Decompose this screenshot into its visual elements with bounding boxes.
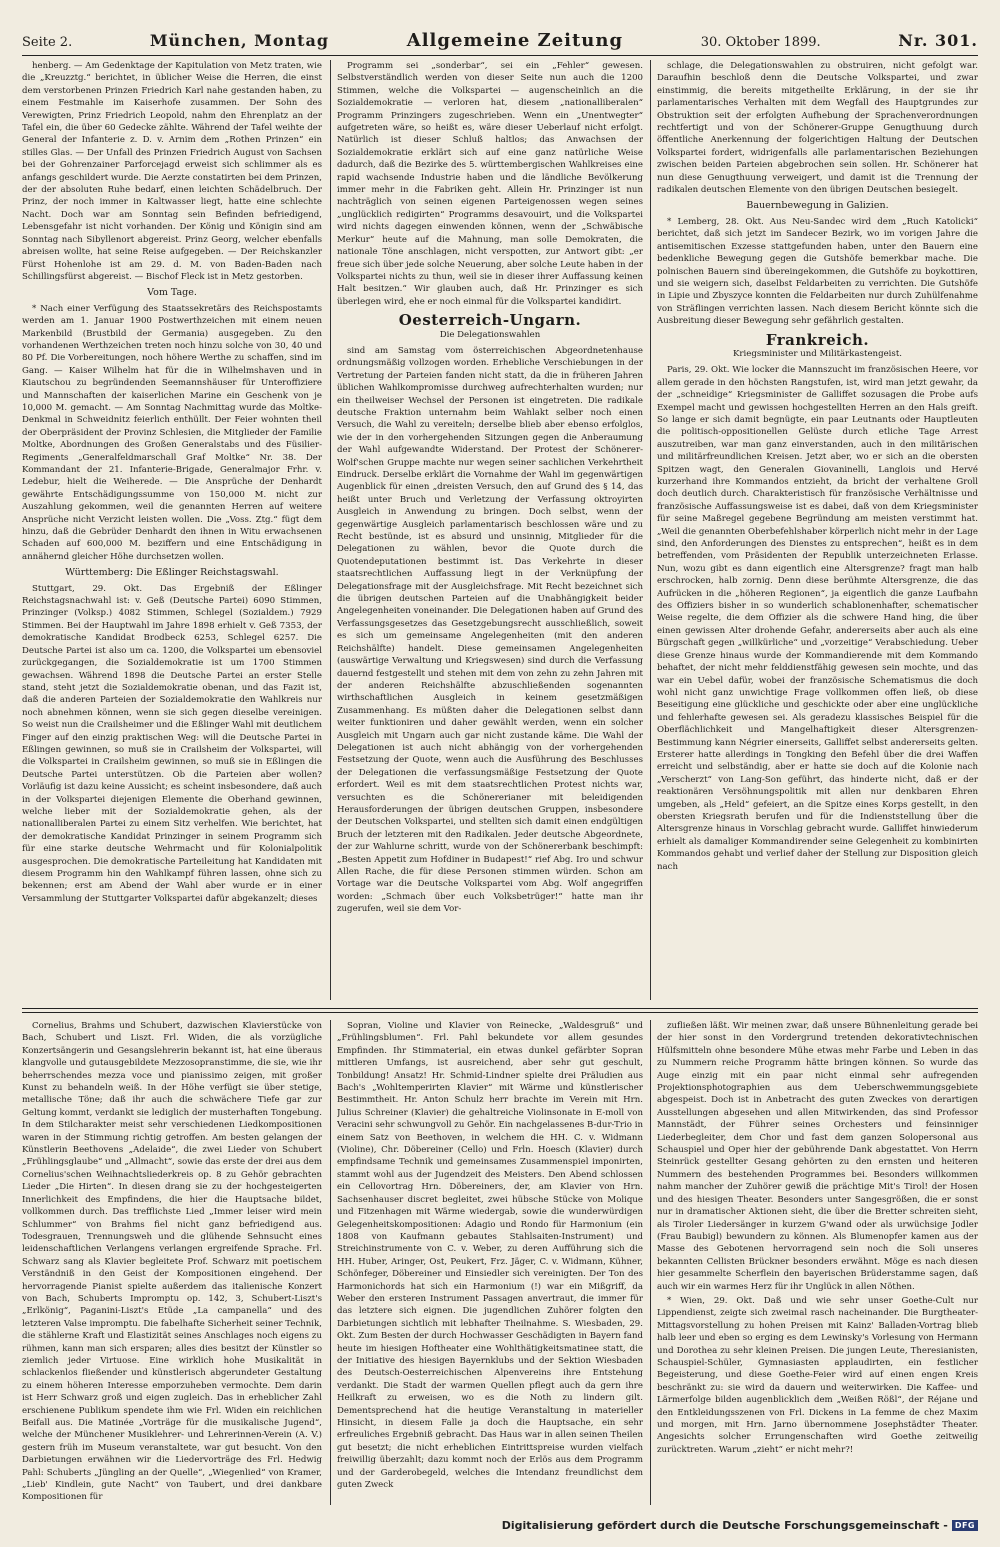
issue-number: Nr. 301. [898,31,978,50]
heading-oesterreich: Oesterreich-Ungarn. [398,311,582,330]
article-programm: Programm sei „sonderbar“, sei ein „Fehler“ gewesen. Selbstverständlich werden von dieser Seite nun auch die 1200 Stimmen, welche die Volkspartei — augenscheinlich an die Sozialdemokratie — verloren hat, diesem „nationalliberalen“ Programm Prinzingers zugeschrieben. Wenn ein „Unentwegter“ aufgetreten wäre, so heißt es, wäre dieser Ueberlauf nicht erfolgt. Natürlich ist dieser Schluß haltlos; das Anwachsen der Sozialdemokratie erklärt sich auf eine ganz natürliche Weise dadurch, daß die Bezirke des 5. württembergischen Wahlkreises eine rapid wachsende Industrie haben und die ländliche Bevölkerung immer mehr in die Fabriken geht. Allein Hr. Prinzinger ist nun nachträglich von seinen eigenen Parteigenossen wegen seines „unglücklich redigirten“ Programms desavouirt, und die Volkspartei wird nichts dagegen einwenden können, wenn der „Schwäbische Merkur“ heute auf die Mahnung, man solle Demokraten, die nationale Töne anschlagen, nicht verspotten, zur Antwort gibt: „er freue sich über jede solche Neuerung, aber solche Leute haben in der Volkspartei nichts zu thun, weil sie in dieser ihrer Auffassung keinen Halt besitzen.“ Wir glauben auch, daß Hr. Prinzinger es sich überlegen wird, ehe er noch einmal für die Volkspartei kandidirt. [337,61,643,307]
bottom-column-3 [657,1020,978,1505]
article-wien: * Wien, 29. Okt. Daß und wie sehr unser Goethe-Cult nur Lippendienst, zeigte sich zweimal rasch nacheinander. Die Burgtheater-Mittagsvorstellung zu hohen Preisen mit Kainz' Balladen-Vortrag blieb halb leer und eben so erging es dem Lewinsky's Vorlesung von Hermann und Dorothea zu sehr kleinen Preisen. Die jungen Leute, Theresianisten, Schauspiel-Schüler, Gymnasiasten applaudirten, ein festlicher Begeisterung, und diese Goethe-Feier wird auf einen engen Kreis beschränkt zu: sie wird da dauern und weiterwirken. Die Kaffee- und Lärmerfolge bilden augenblicklich dem „Weißen Rößl“, der Réjane und den Entkleidungsszenen von Frl. Dickens in La femme de chez Maxim und morgen, mit Hrn. Jarno übernommene Josephstädter Theater. Angesichts solcher Errungenschaften wird Goethe zeitweilig zurücktreten. Warum „zieht“ er nicht mehr?! [657,1295,978,1455]
heading-delegationswahlen: Die Delegationswahlen [439,329,541,340]
header-rule [22,55,978,56]
place-day: München, Montag [149,31,330,50]
article-wiesbaden-cont: zufließen läßt. Wir meinen zwar, daß unsere Bühnenleitung gerade bei der hier sonst in den Vordergrund tretenden dekorativtechnischen Hülfsmitteln ohne besondere Mühe etwas mehr Farbe und Leben in das zu Nummern reiche Programm hätte bringen können. So wurde das Auge einzig mit ein paar nicht einmal sehr aufregenden Projektionsphotographien aus dem Ueberschwemmungsgebiete abgespeist. Doch ist in Anbetracht des guten Zweckes von derartigen Ausstellungen abgesehen und allen Mitwirkenden, das sind Professor Mannstädt, der Führer seines Orchesters und feinsinniger Liederbegleiter, dem Chor und fast dem ganzen Solopersonal aus Schauspiel und Oper hier der gebührende Dank abgestattet. Von Herrn Steinrück gestellter Gesang gehörten zu den ernsten und heiteren Nummern des bestehenden Programmes bei. Besonders willkommen nahm mancher der Zuhörer gewiß die prächtige Mit's Tirol! der Hosen und des hiesigen Theater. Besonders unter Sangesgrößen, die er sonst nur in dramatischer Aktionen sieht, die über die Bretter schreiten sieht, als Tiroler Liedersänger in kurzem G'wand oder als urwüchsige Jodler (Frau Baubigl) bewundern zu können. Als Blumenopfer kamen aus der Masse des Gebotenen hervorragend sein noch die Soli unseres bekannten Cellisten Brückner besonders erwähnt. Möge es nach diesen hier gesammelte Scherflein den bayerischen Brüderstamme sagen, daß auch wir ein warmes Herz für ihr Unglück in allen Nöthen. [657,1021,978,1292]
article-lemberg: * Lemberg, 28. Okt. Aus Neu-Sandec wird dem „Ruch Katolicki“ berichtet, daß sich jetzt im Sandecer Bezirk, wo im vorigen Jahre die antisemitischen Exzesse stattgefunden haben, unter den Bauern eine bedenkliche Bewegung gegen die Gutshöfe bemerkbar mache. Die polnischen Bauern sind übereingekommen, die Gutshöfe zu boykottiren, und sie weigern sich, daselbst Feldarbeiten zu verrichten. Die Gutshöfe in Lipie und Zbyszyce konnten die Feldarbeiten nur durch Zuhülfenahme von Sträflingen verrichten lassen. Nach diesem Bericht könnte sich die Ausbreitung dieser Bewegung sehr gefährlich gestalten. [657,216,978,327]
article-vom-tage: * Nach einer Verfügung des Staatssekretärs des Reichspostamts werden am 1. Januar 1900 Postwerthzeichen mit einem neuen Markenbild (Brustbild der Germania) ausgegeben. Zu den vorhandenen Werthzeichen treten noch hinzu solche von 30, 40 und 80 Pf. Die Vorbereitungen, noch höhere Werthe zu schaffen, sind im Gang. — Kaiser Wilhelm hat für die in Wilhelmshaven und in Kiautschou zu begründenden Seemannshäuser für Unteroffiziere und Mannschaften der kaiserlichen Marine ein Geschenk von je 10,000 M. gemacht. — Am Sonntag Nachmittag wurde das Moltke-Denkmal in Schweidnitz feierlich enthüllt. Der Feier wohnten theil der Oberpräsident der Provinz Schlesien, die Mitglieder der Familie Moltke, Abordnungen des Großen Generalstabs und des Füsilier-Regiments „Generalfeldmarschall Graf Moltke“ Nr. 38. Der Kommandant der 21. Infanterie-Brigade, Generalmajor Frhr. v. Ledebur, hielt die Weiherede. — Die Ansprüche der Denhardt gewährte Entschädigungssumme von 150,000 M. nicht zur Auszahlung gekommen, weil die genannten Herren auf weitere Ansprüche nicht Verzicht leisten wollen. Die „Voss. Ztg.“ fügt dem hinzu, daß die Gebrüder Denhardt den ihnen in Witu erwachsenen Schaden auf 600,000 M. beziffern und eine Entschädigung in annähernd gleicher Höhe durchsetzen wollen. [22,303,322,562]
column-divider [650,60,651,1000]
heading-vom-tage: Vom Tage. [147,287,197,299]
article-wiesbaden: Sopran, Violine und Klavier von Reinecke, „Waldesgruß“ und „Frühlingsblumen“. Frl. Pahl bekundete vor allem gesundes Empfinden. Ihr Stimmaterial, ein etwas dunkel gefärbter Sopran mittleren Umfangs, ist ausreichend, aber sehr gut geschult, Tonbildung! Ansatz! Hr. Schmid-Lindner spielte drei Präludien aus Bach's „Wohltemperirten Klavier“ mit Wärme und künstlerischer Bestimmtheit. Hr. Anton Schulz herr brachte im Verein mit Hrn. Julius Schreiner (Klavier) die gehaltreiche Violinsonate in E-moll von Veracini sehr schwungvoll zu Gehör. Ein nachgelassenes B-dur-Trio in einem Satz von Beethoven, in welchem die HH. C. v. Widmann (Violine), Chr. Döbereiner (Cello) und Frln. Hoesch (Klavier) durch empfindsame Technik und gemeinsames Zusammenspiel imponirten, stammt wohl aus der Jugendzeit des Meisters. Den Abend schlossen ein Cellovortrag Hrn. Döbereiners, der, am Klavier von Hrn. Sachsenhauser discret begleitet, zwei hübsche Stücke von Molique und Fitzenhagen mit Wärme wiedergab, sowie die wunderwürdigen Gelegenheitskompositionen: Adagio und Rondo für Harmonium (ein 1808 von Kaufmann gebautes Stahlsaiten-Instrument) und Streichinstrumente von C. v. Weber, zu deren Aufführung sich die HH. Huber, Aringer, Ost, Peukert, Frz. Jäger, C. v. Widmann, Kühner, Schönfeger, Döbereiner und Einsiedler sich vereinigten. Der Ton des Harmonichords hat sich ein Harmonium (!) war ein Mißgriff, da Weber den ersteren Instrument Passagen anvertraut, die immer für das letztere sich eignen. Die jugendlichen Zuhörer folgten den Darbietungen sichtlich mit lebhafter Theilnahme. S. Wiesbaden, 29. Okt. Zum Besten der durch Hochwasser Geschädigten in Bayern fand heute im hiesigen Hoftheater eine Wohlthätigkeitsmatinee statt, die der Initiative des hiesigen Bayernklubs und der Sektion Wiesbaden des Deutsch-Oesterreichischen Alpenvereins ihre Entstehung verdankt. Die Stadt der warmen Quellen pflegt auch da gern ihre Heilkraft zu erweisen, wo es die Noth zu lindern gilt. Dementsprechend hat die heutige Veranstaltung in materieller Hinsicht, in diesem Falle ja doch die Hauptsache, ein sehr erfreuliches Ergebniß gebracht. Das Haus war in allen seinen Theilen gut besetzt; die nicht erheblichen Eintrittspreise wurden vielfach freiwillig überzahlt; dazu kommt noch der Erlös aus dem Programm und der Garderobegeld, welches die Intendanz freundlichst dem guten Zweck [337,1021,643,1491]
masthead [22,30,978,52]
heading-kriegsminister: Kriegsminister und Militärkastengeist. [732,348,903,359]
feuilleton-separator [22,1008,978,1013]
page-number: Seite 2. [22,35,73,50]
heading-frankreich: Frankreich. [765,330,870,349]
digitization-credit [502,1519,978,1532]
article-volkspartei: schlage, die Delegationswahlen zu obstruiren, nicht gefolgt war. Daraufhin beschloß denn die Deutsche Volkspartei, und zwar einstimmig, die bereits mitgetheilte Erklärung, in der sie ihr parlamentarisches Verhalten mit dem Wegfall des Hauptgrundes zur Obstruktion seit der erfolgten Aufhebung der Sprachenverordnungen rechtfertigt und von der Schönerer-Gruppe Genugthuung durch öffentliche Anerkennung der folgerichtigen Haltung der Deutschen Volkspartei fordert, widrigenfalls alle parlamentarischen Beziehungen zwischen beiden Parteien abgebrochen sein sollen. Hr. Schönerer hat nun diese Genugthuung verweigert, und damit ist die Trennung der radikalen deutschen Elemente von den übrigen Deutschen besiegelt. [657,61,978,196]
top-column-2 [337,60,643,1000]
article-konzert: Cornelius, Brahms und Schubert, dazwischen Klavierstücke von Bach, Schubert und Liszt. Frl. Widen, die als vorzügliche Konzertsängerin und Gesangslehrerin bekannt ist, hat eine überaus klangvolle und gutausgebildete Mezzosopranstimme, die sie, wie ihr beherrschendes mezza voce und pianissimo zeigen, mit großer Kunst zu behandeln weiß. In der Höhe verfügt sie über stetige, metallische Töne; daß ihr auch die schwächere Tiefe gar zur Geltung kommt, verdankt sie lediglich der musterhaften Tongebung. In dem Stilcharakter meist sehr verschiedenen Liedkompositionen waren in der Stimmung richtig getroffen. Am besten gelangen der Künstlerin Beethovens „Adelaide“, die zwei Lieder von Schubert „Frühlingsglaube“ und „Allmacht“, sowie das erste der drei aus dem Cornelius'schen Weihnachtsliederkreis op. 8 zu Gehör gebrachten Lieder „Die Hirten“. In diesen drang sie zu der hochgesteigerten Innerlichkeit des Empfindens, die hier die Hauptsache bildet, vollkommen durch. Das trefflichste Lied „Immer leiser wird mein Schlummer“ von Brahms fiel nicht ganz befriedigend aus. Todesgrauen, Trennungsweh und die glühende Sehnsucht eines leidenschaftlichen Verlangens verlangen ergreifende Sprache. Frl. Schwarz sang als Klavier begleitete Prof. Schwarz mit poetischem Verständniß in den Geist der Kompositionen eingehend. Der hervorragende Pianist spielte außerdem das italienische Konzert von Bach, Schuberts Impromptu op. 142, 3, Schubert-Liszt's „Erlkönig“, Paganini-Liszt's Etüde „La campanella“ und des letzteren Valse impromptu. Die fabelhafte Sicherheit seiner Technik, die stählerne Kraft und Elastizität seines Anschlages noch eigens zu rühmen, kann man sich ersparen; alles dies besitzt der Künstler so ziemlich jeder Virtuose. Eine wirklich hohe Musikalität in schlackenlos fließender und künstlerisch abgerundeter Gestaltung zu einem höheren Interesse emporzuheben vermochte. Dem darin ist Herr Schwarz groß und eigen zugleich. Das in erheblicher Zahl erschienene Publikum spendete ihm wie Frl. Widen ein reichlichen Beifall aus. Die Matinée „Vorträge für die musikalische Jugend“, welche der Münchener Musiklehrer- und Lehrerinnen-Verein (A. V.) gestern früh im Museum veranstaltete, war gut besucht. Von den Darbietungen erwähnen wir die Liedervorträge des Frl. Hedwig Pahl: Schuberts „Jüngling an der Quelle“, „Wiegenlied“ von Kramer, „Lieb' Kindlein, gute Nacht“ von Taubert, und drei dankbare Kompositionen für [22,1021,322,1503]
article-paris: Paris, 29. Okt. Wie locker die Mannszucht im französischen Heere, vor allem gerade in den höchsten Rangstufen, ist, wird man jetzt gewahr, da der „schneidige“ Kriegsminister de Galliffet sozusagen die Probe aufs Exempel macht und gewissen hochgestellten Herren an den Hals greift. So lange er sich damit begnügte, ein paar Leutnants oder Hauptleuten die politisch-oppositionellen Gelüste durch etliche Tage Arrest auszutreiben, war man ganz einverstanden, auch in den militärischen und militärfreundlichen Kreisen. Jetzt aber, wo er sich an die obersten Spitzen wagt, den Generalen Giovaninelli, Langlois und Hervé kurzerhand ihre Kommandos entzieht, da bricht der verhaltene Groll doch deutlich durch. Charakteristisch für französische Verhältnisse und französische Auffassungsweise ist es dabei, daß von dem Kriegsminister für seine Maßregel gegebene Begründung am meisten verstimmt hat. „Weil die genannten Oberbefehlshaber körperlich nicht mehr in der Lage sind, den Anforderungen des Dienstes zu entsprechen“, heißt es in dem betreffenden, vom Präsidenten der Republik unterzeichneten Erlasse. Nun, wozu gibt es dann eigentlich eine Altersgrenze? fragt man halb erschrocken, halb zornig. Denn diese berühmte Altersgrenze, die das Aufrücken in die „höheren Regionen“, ja eigentlich die ganze Laufbahn des Offiziers bisher in so wunderlich schablonenhafter, schematischer Weise regelte, die dem Offizier als die schwere Hand hing, die über einen gewissen Alter drohende Gefahr, andererseits aber auch als eine Bürgschaft gegen „willkürliche“ und „vorzeitige“ Verabschiedung. Ueber diese Grenze hinaus wurde der Kommandierende mit dem Kommando behaftet, der nicht mehr felddienstfähig gewesen sein mochte, und das war ein Uebel dafür, wobei der französische Schematismus die doch wohl nicht ganz unwichtige Frage vollkommen offen ließ, ob diese Beseitigung eine glückliche und geschickte oder aber eine unglückliche und fehlerhafte gewesen sei. Als geradezu klassisches Beispiel für die Oberflächlichkeit und Mangelhaftigkeit dieser Altersgrenzen-Bestimmung kann Négrier einerseits, Galliffet selbst andererseits gelten. Ersterer hatte allerdings in Tongking den Befehl über die drei Waffen erreicht und selbständig, aber er hatte sie doch auf die Kolonie nach „Verscherzt“ von Lang-Son geführt, das hinderte nicht, daß er der reaktionären Versöhnungspolitik mit allen nur denkbaren Ehren umgeben, als „Held“ gefeiert, an die Spitze eines Korps gestellt, in den obersten Kriegsrath berufen und für die Indienststellung über die Altersgrenze hinaus in Vorschlag gebracht wurde. Galliffet hinwiederum erhielt als damaliger Kommandirender seine Gelegenheit zu kombinirten Kommandos gehabt und verlief daher der Stellung zur Disposition gleich nach [657,365,978,872]
article-hof: henberg. — Am Gedenktage der Kapitulation von Metz traten, wie die „Kreuzztg.“ berichtet, in üblicher Weise die Herren, die einst dem verstorbenen Prinzen Friedrich Karl nahe gestanden haben, zu einem Festmahle im Kaiserhofe zusammen. Der Sohn des Verewigten, Prinz Friedrich Leopold, nahm den Ehrenplatz an der Tafel ein, die über 60 Gedecke zählte. Während der Tafel weihte der General der Infanterie z. D. v. Arnim dem „Rothen Prinzen“ ein stilles Glas. — Der Unfall des Prinzen Friedrich August von Sachsen bei der Gohrenzainer Parforcejagd erweist sich schlimmer als es anfangs geschildert wurde. Die Aerzte constatirten bei dem Prinzen, der der absoluten Ruhe bedarf, einen leichten Schädelbruch. Der Prinz, der noch immer in Kaltwasser liegt, hatte eine schlechte Nacht. Doch war am Sonntag sein Befinden befriedigend, Lebensgefahr ist nicht vorhanden. Der König und Königin sind am Sonntag nach Sibyllenort abgereist. Prinz Georg, welcher ebenfalls abreisen wollte, hat seine Reise aufgegeben. — Der Reichskanzler Fürst Hohenlohe ist am 29. d. M. von Baden-Baden nach Schillingsfürst abgereist. — Bischof Fleck ist in Metz gestorben. [22,61,322,282]
newspaper-title: Allgemeine Zeitung [406,30,624,51]
article-delegationswahlen: sind am Samstag vom österreichischen Abgeordnetenhause ordnungsmäßig vollzogen worden. Erhebliche Verschiebungen in der Vertretung der Parteien fanden nicht statt, da die in früheren Jahren üblichen Wahlkompromisse durchweg aufrechterhalten wurden; nur ein theilweiser Wechsel der Personen ist eingetreten. Die radikale deutsche Fraktion unternahm beim Wahlakt selber noch einen Versuch, die Wahl zu vereiteln; derselbe blieb aber ebenso erfolglos, wie der in den vorhergehenden Sitzungen gegen die Anberaumung der Wahl aufgewandte Widerstand. Der Protest der Schönerer-Wolf'schen Gruppe machte nur wegen seiner sachlichen Verkehrtheit Eindruck. Derselbe erklärt die Vornahme der Wahl im gegenwärtigen Augenblick für einen „dreisten Versuch, den auf Grund des § 14, das heißt unter Bruch und Verletzung der Verfassung oktroyirten Ausgleich in Anwendung zu bringen. Doch selbst, wenn der gegenwärtige Ausgleich parlamentarisch beschlossen wäre und zu Recht bestünde, ist es absurd und unsinnig, Mitglieder für die Delegationen zu wählen, bevor die Quote durch die Quotendeputationen bestimmt ist. Das Verkehrte in dieser staatsrechtlichen Auffassung liegt in der Verknüpfung der Delegationsfrage mit der Ausgleichsfrage. Mit Recht bezeichnet sich die übrigen deutschen Parteien auf die Unabhängigkeit beider Angelegenheiten voneinander. Die Delegationen haben auf Grund des Verfassungsgesetzes das Gesetzgebungsrecht ausschließlich, soweit es sich um gemeinsame Angelegenheiten (mit den anderen Reichshälfte) handelt. Diese gemeinsamen Angelegenheiten (auswärtige Verwaltung und Kriegswesen) sind durch die Verfassung dauernd festgestellt und stehen mit dem von zehn zu zehn Jahren mit der anderen Reichshälfte abzuschließenden sogenannten wirthschaftlichen Ausgleich in keinem gesetzmäßigen Zusammenhang. Es müßten daher die Delegationen selbst dann weiter funktioniren und daher gewählt werden, wenn ein solcher Ausgleich mit Ungarn auch gar nicht zustande käme. Die Wahl der Delegationen ist auch nicht abhängig von der vorhergehenden Festsetzung der Quote, wenn auch die Ausführung des Beschlusses der Delegationen die verfassungsmäßige Festsetzung der Quote erfordert. Weil es mit dem staatsrechtlichen Protest nichts war, versuchten es die Schönererianer mit beleidigenden Herausforderungen der übrigen deutschen Gruppen, insbesondere der Deutschen Volkspartei, und stellten sich damit einen endgültigen Bruch der letzteren mit den Radikalen. Jeder deutsche Abgeordnete, der zur Wahlurne schritt, wurde von der Schönererbank beschimpft: „Besten Appetit zum Hofdiner in Budapest!“ rief Abg. Iro und schwur Allen Rache, die für diese Personen stimmen würden. Schon am Vortage war die Deutsche Volkspartei vom Abg. Wolf angegriffen worden: „Schmach über euch Volksbetrüger!“ hatte man ihr zugerufen, weil sie dem Vor- [337,345,643,915]
column-divider [330,1020,331,1505]
dfg-logo-icon: DFG [952,1520,978,1531]
top-column-1 [22,60,322,1000]
column-divider [650,1020,651,1505]
bottom-column-2 [337,1020,643,1505]
heading-wuerttemberg: Württemberg: Die Eßlinger Reichstagswahl. [65,567,279,579]
top-column-3 [657,60,978,1000]
column-divider [330,60,331,1000]
credit-text: Digitalisierung gefördert durch die Deutsche Forschungsgemeinschaft - [501,1519,948,1532]
article-stuttgart: Stuttgart, 29. Okt. Das Ergebniß der Eßlinger Reichstagsnachwahl ist: v. Geß (Deutsche Partei) 6090 Stimmen, Prinzinger (Volksp.) 4082 Stimmen, Schlegel (Sozialdem.) 7929 Stimmen. Bei der Hauptwahl im Jahre 1898 erhielt v. Geß 7353, der demokratische Kandidat Brodbeck 6253, Schlegel 6257. Die Deutsche Partei ist also um ca. 1200, die Volkspartei um ebensoviel zurückgegangen, die Sozialdemokratie ist um 1700 Stimmen gewachsen. Während 1898 die Deutsche Partei an erster Stelle stand, steht jetzt die Sozialdemokratie obenan, und das Fazit ist, daß die anderen Parteien der Sozialdemokratie den Wahlkreis nur noch abnehmen können, wenn sie sich gegen dieselbe vereinigen. So weist nun die Crailsheimer und die Eßlinger Wahl mit deutlichem Finger auf den einzig praktischen Weg: will die Deutsche Partei in Eßlingen gewinnen, so muß sie in Crailsheim der Volkspartei, will die Volkspartei in Crailsheim gewinnen, so muß sie in Eßlingen die Deutsche Partei unterstützen. Ob die Parteien aber wollen? Vorläufig ist dazu keine Aussicht; es scheint insbesondere, daß auch in der Volkspartei diejenigen Elemente die Oberhand gewinnen, welche lieber mit der Sozialdemokratie gehen, als der nationalliberalen Partei zu einem Sitz verhelfen. Wie berichtet, hat der demokratische Kandidat Prinzinger in seinem Programm sich für eine starke deutsche Wehrmacht und für Kolonialpolitik ausgesprochen. Die demokratische Parteileitung hat Kandidaten mit diesem Programm hin den Wahlkampf führen lassen, ohne sich zu bekennen; erst am Abend der Wahl aber wurde er in einer Versammlung der Stuttgarter Volkspartei dafür abgekanzelt; dieses [22,583,322,904]
issue-date: 30. Oktober 1899. [700,35,821,50]
bottom-column-1 [22,1020,322,1505]
heading-bauernbewegung: Bauernbewegung in Galizien. [746,200,889,212]
